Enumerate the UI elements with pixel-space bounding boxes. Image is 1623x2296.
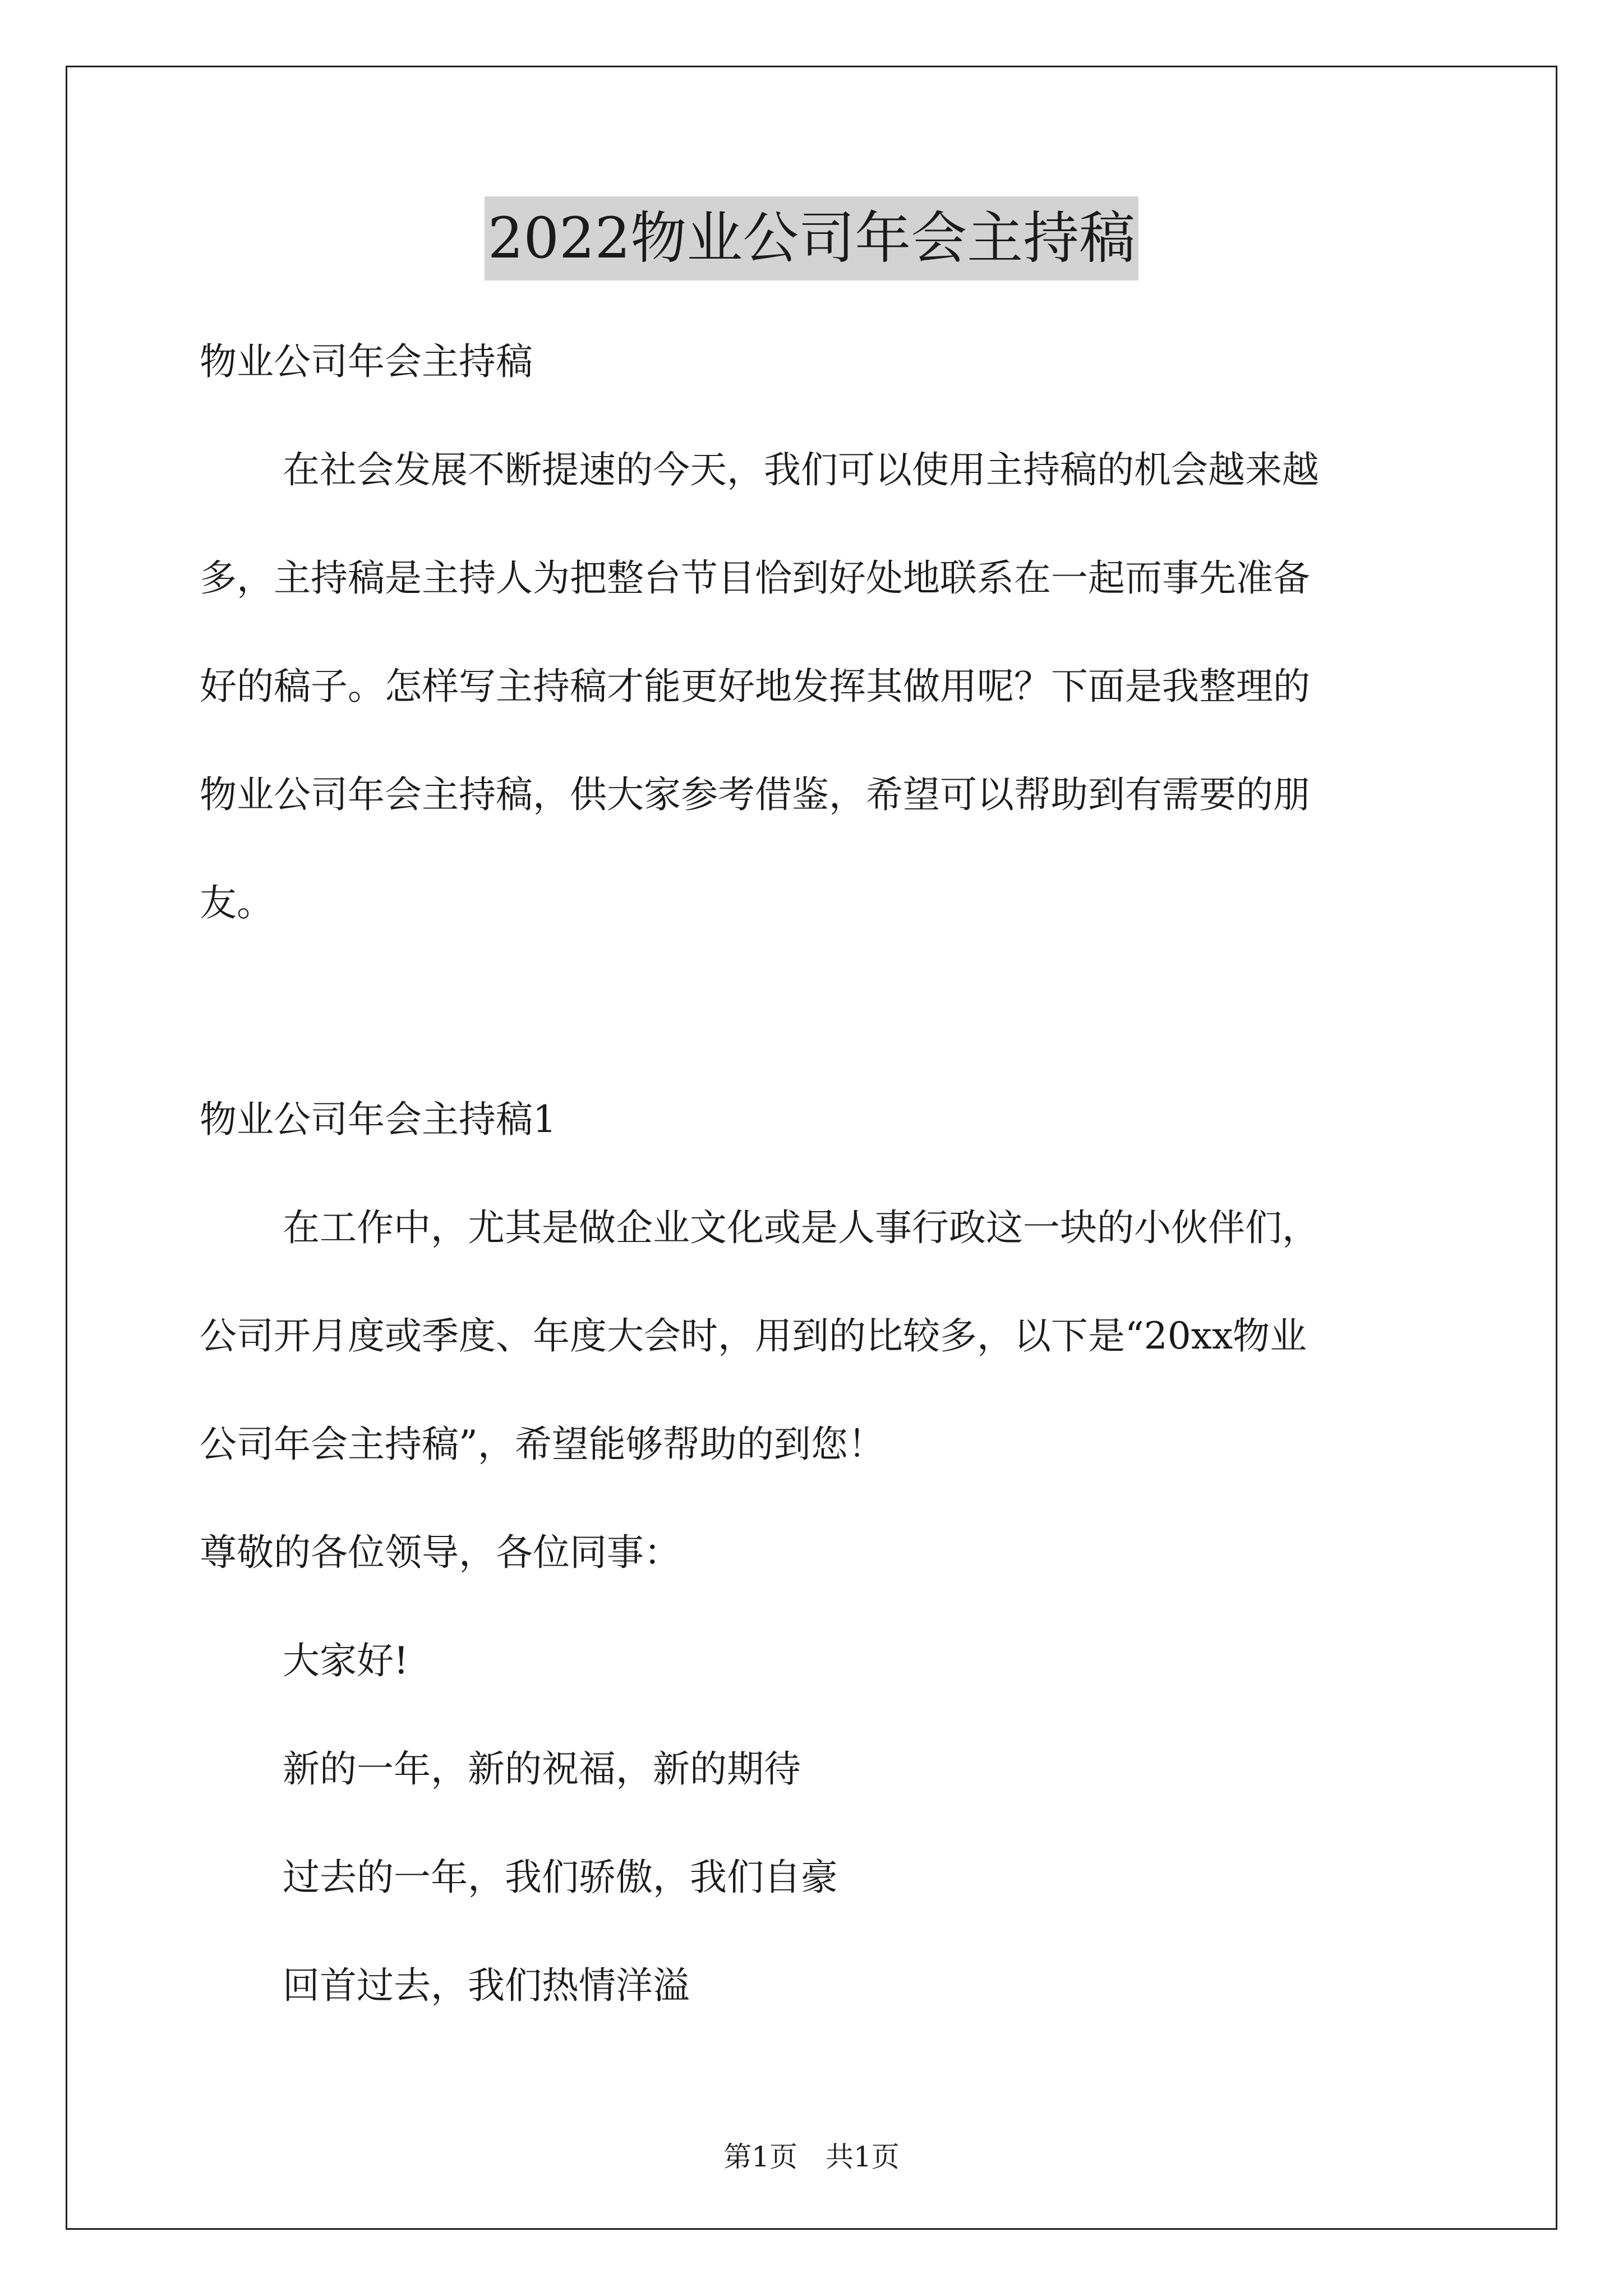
paragraph-line: 物业公司年会主持稿，供大家参考借鉴，希望可以帮助到有需要的朋	[200, 773, 1310, 816]
page-footer	[0, 2137, 1623, 2177]
page-number-total: 共1页	[826, 2141, 900, 2173]
section-heading: 物业公司年会主持稿1	[200, 1098, 556, 1141]
section-heading: 物业公司年会主持稿	[200, 340, 533, 383]
document-title: 2022物业公司年会主持稿	[485, 196, 1139, 280]
paragraph-line: 在工作中，尤其是做企业文化或是人事行政这一块的小伙伴们，	[283, 1206, 1319, 1249]
document-title-container	[0, 196, 1623, 280]
paragraph-line: 友。	[200, 881, 274, 924]
paragraph-line: 新的一年，新的祝福，新的期待	[283, 1747, 801, 1791]
paragraph-line: 多，主持稿是主持人为把整台节目恰到好处地联系在一起而事先准备	[200, 556, 1310, 600]
paragraph-line: 过去的一年，我们骄傲，我们自豪	[283, 1856, 838, 1899]
paragraph-line: 回首过去，我们热情洋溢	[283, 1964, 690, 2007]
greeting: 大家好!	[283, 1639, 409, 1682]
document-body	[200, 307, 1433, 2040]
paragraph-line: 好的稿子。怎样写主持稿才能更好地发挥其做用呢？下面是我整理的	[200, 665, 1310, 708]
salutation: 尊敬的各位领导，各位同事：	[200, 1531, 681, 1574]
paragraph-line: 公司开月度或季度、年度大会时，用到的比较多，以下是“20xx物业	[200, 1314, 1307, 1358]
paragraph-line: 在社会发展不断提速的今天，我们可以使用主持稿的机会越来越	[283, 448, 1319, 491]
paragraph-line: 公司年会主持稿”，希望能够帮助的到您！	[200, 1423, 885, 1466]
blank-line	[200, 957, 1433, 1065]
page-number-current: 第1页	[723, 2141, 797, 2173]
